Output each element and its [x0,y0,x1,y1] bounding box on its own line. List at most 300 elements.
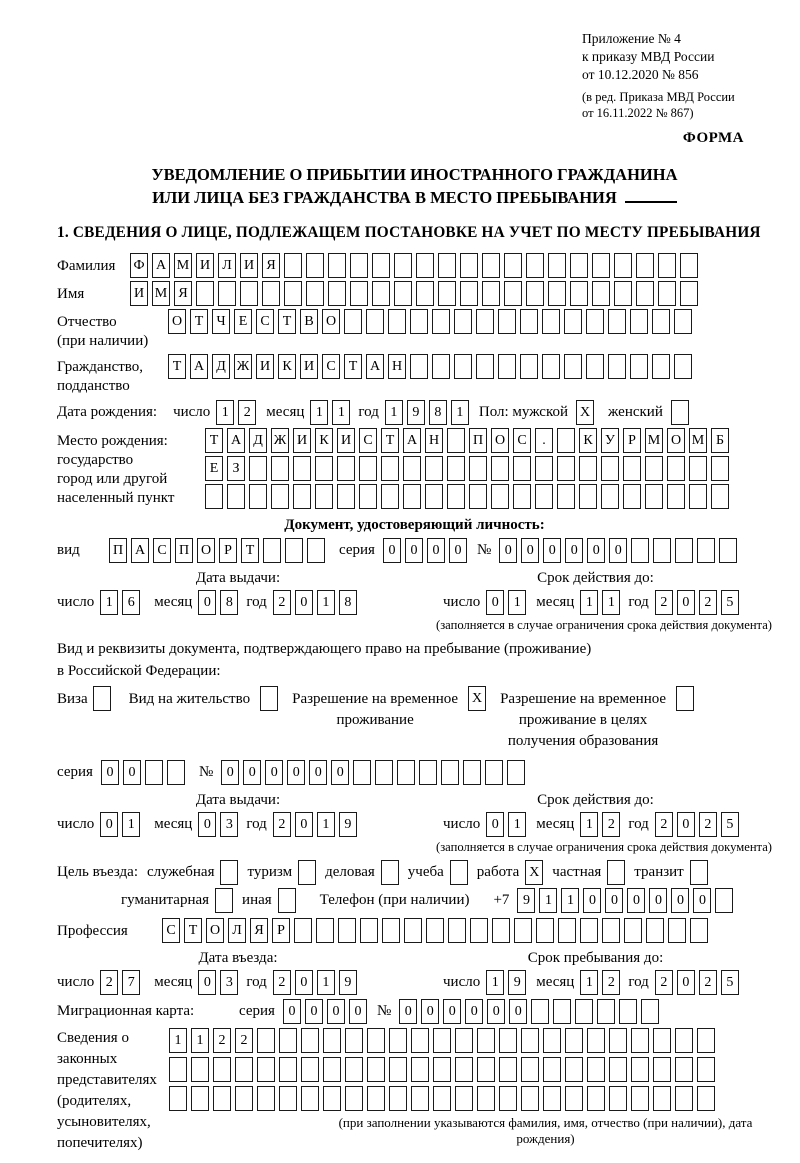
char-box[interactable]: М [645,428,663,453]
char-box[interactable]: 0 [587,538,605,563]
char-box[interactable] [416,253,434,278]
char-box[interactable]: 1 [191,1028,209,1053]
char-box[interactable] [476,309,494,334]
char-box[interactable] [520,309,538,334]
char-box[interactable]: 1 [508,812,526,837]
char-box[interactable] [570,253,588,278]
char-box[interactable] [389,1028,407,1053]
char-box[interactable]: 0 [677,590,695,615]
char-box[interactable]: Ж [271,428,289,453]
char-box[interactable] [536,918,554,943]
char-box[interactable]: С [513,428,531,453]
char-box[interactable]: 0 [243,760,261,785]
char-box[interactable] [382,918,400,943]
char-box[interactable] [301,1086,319,1111]
char-box[interactable] [668,918,686,943]
char-box[interactable] [359,484,377,509]
char-box[interactable] [719,538,737,563]
char-box[interactable] [345,1086,363,1111]
char-box[interactable]: 0 [609,538,627,563]
char-box[interactable] [450,860,468,885]
char-box[interactable] [220,860,238,885]
char-box[interactable] [235,1057,253,1082]
char-box[interactable]: И [196,253,214,278]
char-box[interactable] [215,888,233,913]
char-box[interactable] [263,538,281,563]
char-box[interactable]: 3 [220,812,238,837]
char-box[interactable] [285,538,303,563]
char-box[interactable] [558,918,576,943]
char-box[interactable] [675,1086,693,1111]
char-box[interactable] [526,281,544,306]
char-box[interactable] [548,281,566,306]
char-box[interactable] [653,538,671,563]
char-box[interactable] [609,1086,627,1111]
char-box[interactable] [587,1057,605,1082]
char-box[interactable]: 9 [339,970,357,995]
char-box[interactable]: 0 [677,970,695,995]
char-box[interactable] [586,309,604,334]
char-box[interactable] [298,860,316,885]
char-box[interactable]: 0 [295,590,313,615]
char-box[interactable] [410,354,428,379]
char-box[interactable] [667,456,685,481]
char-box[interactable] [586,354,604,379]
char-box[interactable]: 0 [283,999,301,1024]
char-box[interactable] [619,999,637,1024]
char-box[interactable] [389,1086,407,1111]
char-box[interactable] [580,918,598,943]
char-box[interactable] [301,1057,319,1082]
char-box[interactable]: И [337,428,355,453]
char-box[interactable] [711,456,729,481]
char-box[interactable]: 0 [221,760,239,785]
char-box[interactable] [645,484,663,509]
char-box[interactable] [485,760,503,785]
char-box[interactable]: С [256,309,274,334]
char-box[interactable]: 2 [238,400,256,425]
char-box[interactable]: Т [205,428,223,453]
char-box[interactable] [323,1057,341,1082]
char-box[interactable] [169,1086,187,1111]
char-box[interactable]: 0 [123,760,141,785]
char-box[interactable] [601,456,619,481]
char-box[interactable] [631,1028,649,1053]
char-box[interactable] [557,484,575,509]
char-box[interactable]: 2 [655,590,673,615]
char-box[interactable] [542,309,560,334]
char-box[interactable]: Т [344,354,362,379]
char-box[interactable] [641,999,659,1024]
char-box[interactable] [213,1057,231,1082]
char-box[interactable]: И [293,428,311,453]
char-box[interactable] [671,400,689,425]
char-box[interactable] [542,354,560,379]
char-box[interactable]: 5 [721,590,739,615]
char-box[interactable] [316,918,334,943]
char-box[interactable] [553,999,571,1024]
char-box[interactable]: С [359,428,377,453]
char-box[interactable] [521,1086,539,1111]
char-box[interactable]: И [256,354,274,379]
char-box[interactable]: 0 [677,812,695,837]
char-box[interactable] [367,1086,385,1111]
char-box[interactable] [608,309,626,334]
char-box[interactable] [306,253,324,278]
char-box[interactable]: 0 [627,888,645,913]
char-box[interactable]: О [322,309,340,334]
char-box[interactable] [477,1028,495,1053]
char-box[interactable]: 0 [295,812,313,837]
char-box[interactable] [404,918,422,943]
char-box[interactable] [367,1057,385,1082]
char-box[interactable] [492,918,510,943]
char-box[interactable] [690,918,708,943]
char-box[interactable]: 0 [331,760,349,785]
char-box[interactable]: 0 [486,812,504,837]
char-box[interactable] [367,1028,385,1053]
char-box[interactable] [293,484,311,509]
char-box[interactable] [372,281,390,306]
char-box[interactable]: М [174,253,192,278]
char-box[interactable] [575,999,593,1024]
char-box[interactable]: 0 [327,999,345,1024]
char-box[interactable]: 2 [213,1028,231,1053]
char-box[interactable]: 0 [465,999,483,1024]
char-box[interactable]: П [175,538,193,563]
char-box[interactable] [360,918,378,943]
char-box[interactable] [498,354,516,379]
char-box[interactable] [470,918,488,943]
char-box[interactable]: 9 [339,812,357,837]
char-box[interactable]: 1 [602,590,620,615]
char-box[interactable] [624,918,642,943]
char-box[interactable]: Л [218,253,236,278]
char-box[interactable] [167,760,185,785]
char-box[interactable]: 0 [565,538,583,563]
char-box[interactable]: В [300,309,318,334]
char-box[interactable] [602,918,620,943]
char-box[interactable]: 1 [451,400,469,425]
char-box[interactable] [260,686,278,711]
char-box[interactable]: . [535,428,553,453]
char-box[interactable]: Ч [212,309,230,334]
char-box[interactable]: И [300,354,318,379]
char-box[interactable]: 0 [399,999,417,1024]
char-box[interactable] [441,760,459,785]
char-box[interactable] [570,281,588,306]
char-box[interactable] [592,281,610,306]
char-box[interactable]: 1 [169,1028,187,1053]
char-box[interactable] [652,309,670,334]
char-box[interactable]: А [403,428,421,453]
char-box[interactable] [249,484,267,509]
char-box[interactable] [601,484,619,509]
char-box[interactable]: Т [168,354,186,379]
char-box[interactable]: 0 [100,812,118,837]
char-box[interactable] [636,281,654,306]
char-box[interactable]: 0 [605,888,623,913]
char-box[interactable]: 1 [216,400,234,425]
char-box[interactable]: 2 [235,1028,253,1053]
char-box[interactable]: Д [249,428,267,453]
char-box[interactable]: 1 [580,812,598,837]
char-box[interactable] [689,456,707,481]
char-box[interactable] [646,918,664,943]
char-box[interactable]: 5 [721,812,739,837]
char-box[interactable]: 0 [671,888,689,913]
char-box[interactable] [499,1086,517,1111]
char-box[interactable] [388,309,406,334]
char-box[interactable] [359,456,377,481]
char-box[interactable]: 2 [273,970,291,995]
char-box[interactable] [697,538,715,563]
char-box[interactable]: 5 [721,970,739,995]
char-box[interactable]: 1 [317,590,335,615]
char-box[interactable] [513,484,531,509]
char-box[interactable] [381,860,399,885]
char-box[interactable]: З [227,456,245,481]
char-box[interactable]: К [315,428,333,453]
char-box[interactable] [658,253,676,278]
char-box[interactable] [697,1057,715,1082]
char-box[interactable] [504,253,522,278]
char-box[interactable]: 2 [699,970,717,995]
char-box[interactable] [680,281,698,306]
char-box[interactable]: 0 [486,590,504,615]
char-box[interactable] [438,253,456,278]
char-box[interactable] [520,354,538,379]
char-box[interactable] [169,1057,187,1082]
char-box[interactable]: 2 [602,812,620,837]
char-box[interactable] [235,1086,253,1111]
char-box[interactable] [205,484,223,509]
char-box[interactable] [463,760,481,785]
char-box[interactable] [631,1086,649,1111]
char-box[interactable]: 9 [517,888,535,913]
char-box[interactable]: У [601,428,619,453]
char-box[interactable]: 0 [499,538,517,563]
char-box[interactable]: Р [272,918,290,943]
char-box[interactable] [271,456,289,481]
char-box[interactable] [306,281,324,306]
char-box[interactable] [630,309,648,334]
char-box[interactable] [653,1028,671,1053]
char-box[interactable] [372,253,390,278]
char-box[interactable] [410,309,428,334]
char-box[interactable]: К [278,354,296,379]
char-box[interactable]: 0 [543,538,561,563]
char-box[interactable] [653,1086,671,1111]
char-box[interactable] [587,1086,605,1111]
char-box[interactable]: С [322,354,340,379]
char-box[interactable]: X [576,400,594,425]
char-box[interactable] [191,1086,209,1111]
char-box[interactable] [469,456,487,481]
char-box[interactable] [608,354,626,379]
char-box[interactable]: 1 [486,970,504,995]
char-box[interactable] [432,354,450,379]
char-box[interactable] [543,1086,561,1111]
char-box[interactable] [491,456,509,481]
char-box[interactable]: 0 [427,538,445,563]
char-box[interactable] [381,484,399,509]
char-box[interactable] [482,253,500,278]
char-box[interactable] [454,354,472,379]
char-box[interactable]: И [240,253,258,278]
char-box[interactable] [271,484,289,509]
char-box[interactable] [262,281,280,306]
char-box[interactable]: Ф [130,253,148,278]
char-box[interactable] [645,456,663,481]
char-box[interactable] [345,1057,363,1082]
char-box[interactable]: Ж [234,354,252,379]
char-box[interactable] [448,918,466,943]
char-box[interactable] [521,1057,539,1082]
char-box[interactable]: 0 [509,999,527,1024]
char-box[interactable]: Н [425,428,443,453]
char-box[interactable] [609,1057,627,1082]
char-box[interactable]: А [190,354,208,379]
char-box[interactable] [93,686,111,711]
char-box[interactable]: Е [205,456,223,481]
char-box[interactable] [482,281,500,306]
char-box[interactable]: 0 [649,888,667,913]
char-box[interactable]: 0 [487,999,505,1024]
char-box[interactable] [397,760,415,785]
char-box[interactable] [196,281,214,306]
char-box[interactable] [447,428,465,453]
char-box[interactable] [353,760,371,785]
char-box[interactable] [416,281,434,306]
char-box[interactable] [477,1086,495,1111]
char-box[interactable] [447,456,465,481]
char-box[interactable] [623,456,641,481]
char-box[interactable] [403,456,421,481]
char-box[interactable] [697,1028,715,1053]
char-box[interactable] [498,309,516,334]
char-box[interactable] [278,888,296,913]
char-box[interactable] [579,456,597,481]
char-box[interactable]: О [206,918,224,943]
char-box[interactable] [438,281,456,306]
char-box[interactable] [284,281,302,306]
char-box[interactable] [557,456,575,481]
char-box[interactable] [218,281,236,306]
char-box[interactable]: А [227,428,245,453]
char-box[interactable] [477,1057,495,1082]
char-box[interactable] [284,253,302,278]
char-box[interactable] [565,1057,583,1082]
char-box[interactable]: 2 [602,970,620,995]
char-box[interactable]: 0 [421,999,439,1024]
char-box[interactable] [375,760,393,785]
char-box[interactable] [425,456,443,481]
char-box[interactable] [460,281,478,306]
char-box[interactable] [366,309,384,334]
char-box[interactable]: 0 [443,999,461,1024]
char-box[interactable]: Б [711,428,729,453]
char-box[interactable] [476,354,494,379]
char-box[interactable] [455,1086,473,1111]
char-box[interactable] [454,309,472,334]
char-box[interactable]: 0 [449,538,467,563]
char-box[interactable] [535,484,553,509]
char-box[interactable] [419,760,437,785]
char-box[interactable] [315,456,333,481]
char-box[interactable] [425,484,443,509]
char-box[interactable] [565,1028,583,1053]
char-box[interactable]: И [130,281,148,306]
char-box[interactable] [631,1057,649,1082]
char-box[interactable]: Т [184,918,202,943]
char-box[interactable] [543,1057,561,1082]
char-box[interactable] [460,253,478,278]
char-box[interactable] [715,888,733,913]
char-box[interactable]: Т [190,309,208,334]
char-box[interactable] [323,1086,341,1111]
char-box[interactable]: 1 [561,888,579,913]
char-box[interactable] [279,1057,297,1082]
char-box[interactable] [338,918,356,943]
char-box[interactable] [531,999,549,1024]
char-box[interactable] [469,484,487,509]
char-box[interactable] [535,456,553,481]
char-box[interactable]: А [366,354,384,379]
char-box[interactable]: 0 [309,760,327,785]
char-box[interactable] [548,253,566,278]
char-box[interactable]: О [491,428,509,453]
char-box[interactable]: 8 [339,590,357,615]
char-box[interactable]: 3 [220,970,238,995]
char-box[interactable] [667,484,685,509]
char-box[interactable] [381,456,399,481]
char-box[interactable] [507,760,525,785]
char-box[interactable] [689,484,707,509]
char-box[interactable]: 1 [332,400,350,425]
char-box[interactable]: Т [241,538,259,563]
char-box[interactable] [227,484,245,509]
char-box[interactable] [579,484,597,509]
char-box[interactable]: Т [278,309,296,334]
char-box[interactable] [631,538,649,563]
char-box[interactable]: 0 [405,538,423,563]
char-box[interactable] [565,1086,583,1111]
char-box[interactable] [597,999,615,1024]
char-box[interactable]: 9 [407,400,425,425]
char-box[interactable] [394,253,412,278]
char-box[interactable]: С [162,918,180,943]
char-box[interactable] [653,1057,671,1082]
char-box[interactable]: 8 [220,590,238,615]
char-box[interactable] [499,1028,517,1053]
char-box[interactable] [191,1057,209,1082]
char-box[interactable]: 2 [655,970,673,995]
char-box[interactable]: 1 [385,400,403,425]
char-box[interactable] [491,484,509,509]
char-box[interactable] [337,484,355,509]
char-box[interactable]: 0 [693,888,711,913]
char-box[interactable]: 0 [583,888,601,913]
char-box[interactable] [403,484,421,509]
char-box[interactable] [294,918,312,943]
char-box[interactable] [394,281,412,306]
char-box[interactable] [279,1028,297,1053]
char-box[interactable] [658,281,676,306]
char-box[interactable] [257,1057,275,1082]
char-box[interactable]: 0 [287,760,305,785]
char-box[interactable]: 1 [317,812,335,837]
